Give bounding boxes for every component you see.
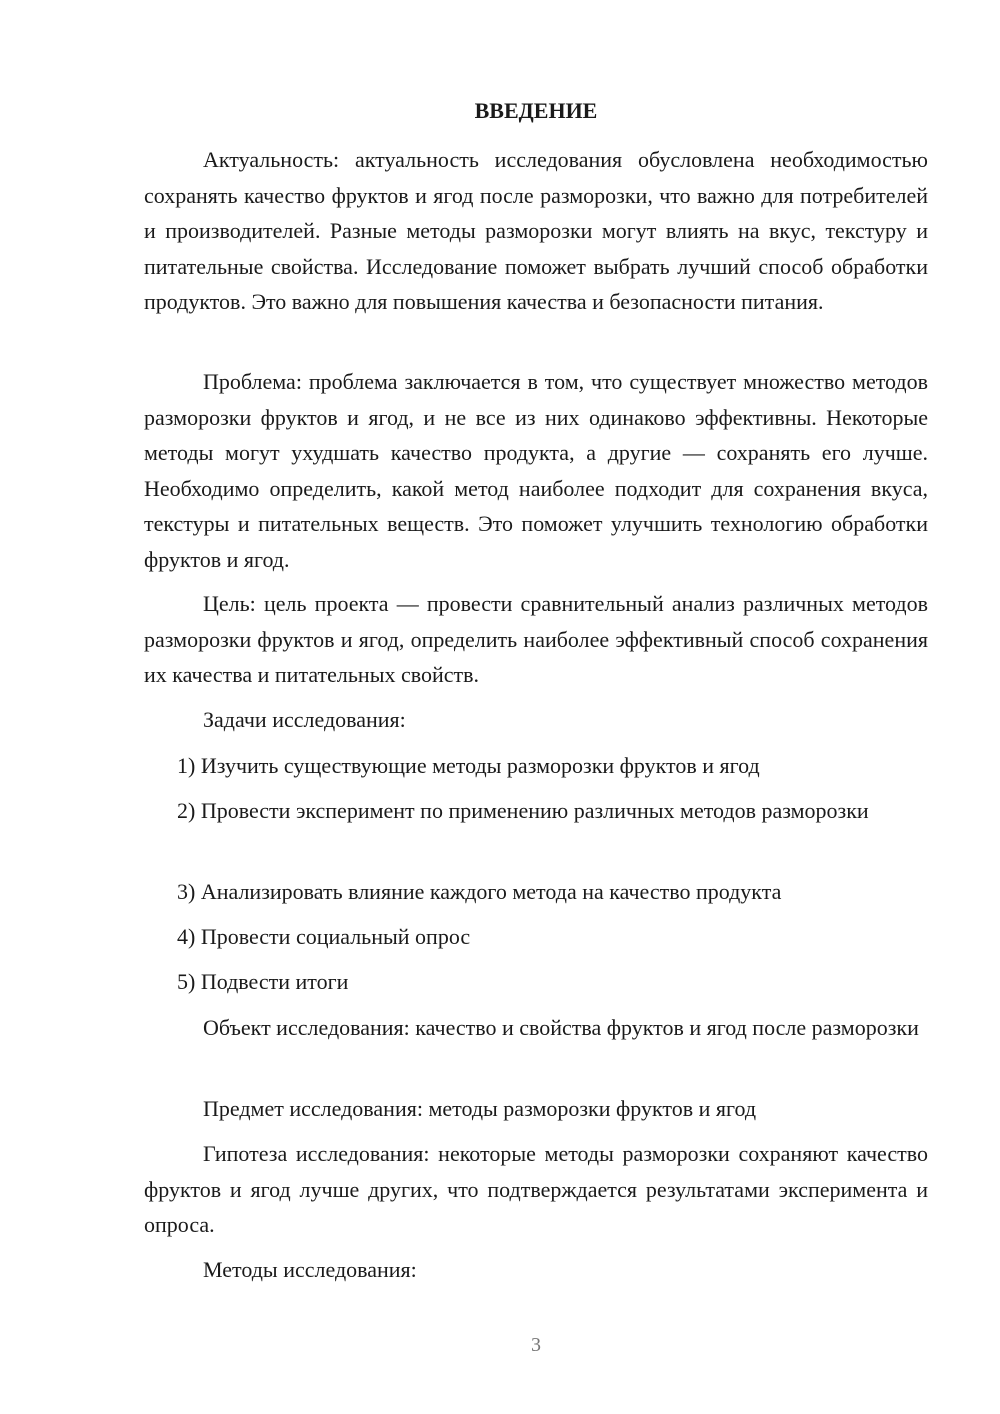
- task-item-2: 2) Провести эксперимент по применению различных методов разморозки: [177, 798, 869, 823]
- hypothesis-paragraph: Гипотеза исследования: некоторые методы разморозки сохраняют качество фруктов и ягод лучше других, что подтверждается результатами эксперимента и опроса.: [144, 1141, 928, 1237]
- problem-paragraph: Проблема: проблема заключается в том, что существует множество методов разморозки фруктов и ягод, и не все из них одинаково эффективны. Некоторые методы могут ухудшать качество продукта, а другие — сохранять его лучше. Необходимо определить, какой метод наиболее подходит для сохранения вкуса, текстуры и питательных веществ. Это поможет улучшить технологию обработки фруктов и ягод.: [144, 369, 928, 572]
- methods-title: Методы исследования:: [203, 1257, 417, 1282]
- section-heading: ВВЕДЕНИЕ: [474, 98, 598, 123]
- task-item-1: 1) Изучить существующие методы разморозки фруктов и ягод: [177, 753, 760, 778]
- tasks-title: Задачи исследования:: [203, 707, 406, 732]
- subject-paragraph: Предмет исследования: методы разморозки фруктов и ягод: [203, 1096, 757, 1121]
- goal-paragraph: Цель: цель проекта — провести сравнительный анализ различных методов разморозки фруктов и ягод, определить наиболее эффективный способ сохранения их качества и питательных свойств.: [144, 591, 928, 687]
- task-item-5: 5) Подвести итоги: [177, 969, 349, 994]
- task-item-4: 4) Провести социальный опрос: [177, 924, 471, 949]
- object-paragraph: Объект исследования: качество и свойства фруктов и ягод после разморозки: [203, 1015, 919, 1040]
- document-page: [144, 0, 928, 1414]
- page-number: 3: [531, 1334, 541, 1356]
- task-item-3: 3) Анализировать влияние каждого метода на качество продукта: [177, 879, 782, 904]
- relevance-paragraph: Актуальность: актуальность исследования обусловлена необходимостью сохранять качество фруктов и ягод после разморозки, что важно для потребителей и производителей. Разные методы разморозки могут влиять на вкус, текстуру и питательные свойства. Исследование поможет выбрать лучший способ обработки продуктов. Это важно для повышения качества и безопасности питания.: [144, 147, 928, 314]
